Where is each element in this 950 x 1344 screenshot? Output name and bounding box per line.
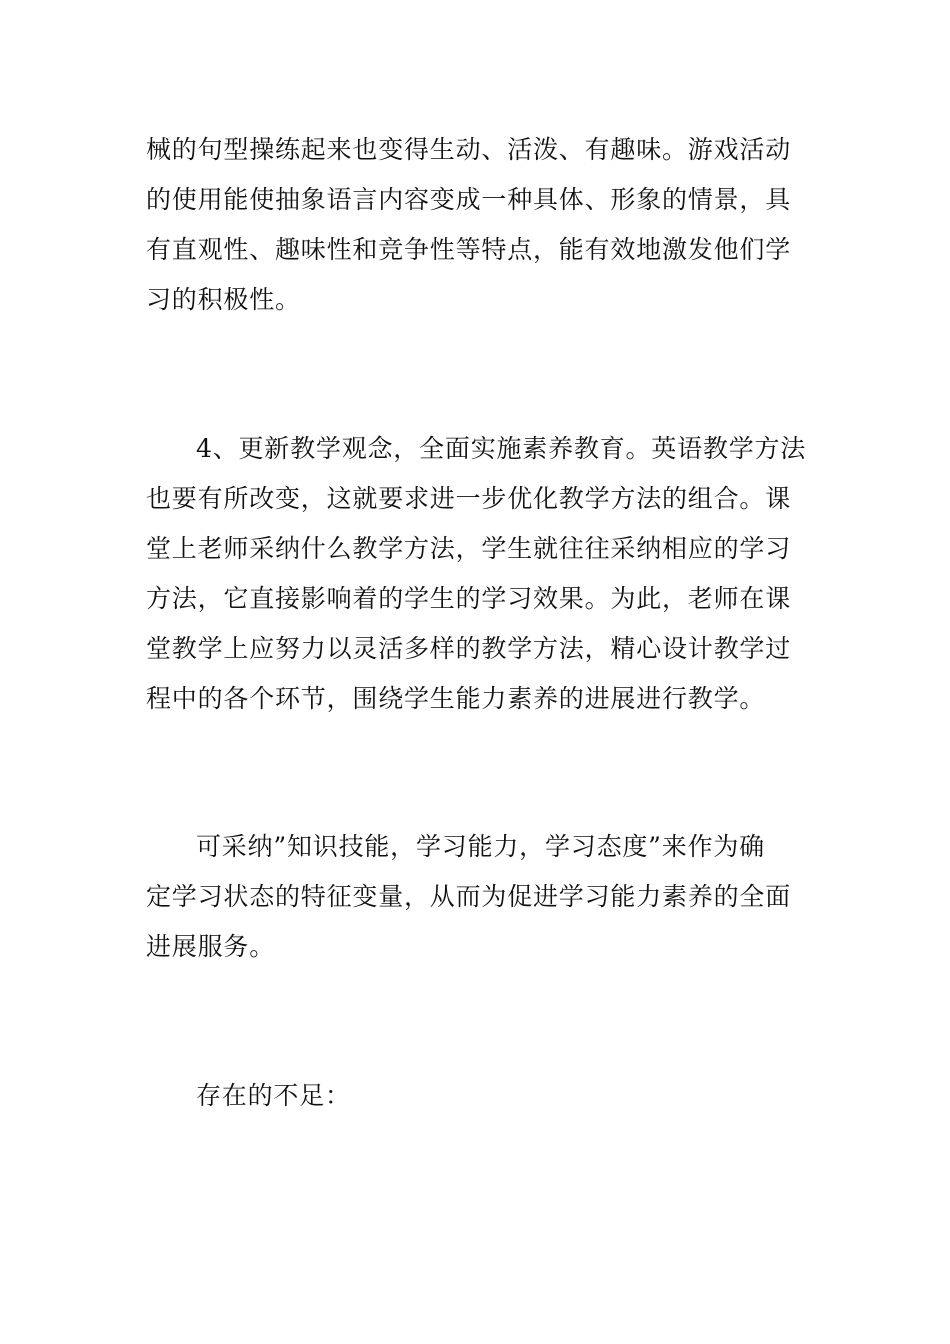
text-line: 堂上老师采纳什么教学方法，学生就往往采纳相应的学习 <box>146 534 792 563</box>
text-line: 的使用能使抽象语言内容变成一种具体、形象的情景，具 <box>146 185 792 214</box>
text-line: 有直观性、趣味性和竞争性等特点，能有效地激发他们学 <box>146 235 792 264</box>
text-line: 堂教学上应努力以灵活多样的教学方法，精心设计教学过 <box>146 634 792 663</box>
text-line: 可采纳”知识技能，学习能力，学习态度”来作为确 <box>196 832 765 861</box>
text-line: 进展服务。 <box>146 932 276 961</box>
text-line: 习的积极性。 <box>146 285 301 314</box>
text-line: 存在的不足： <box>196 1081 351 1110</box>
text-line: 程中的各个环节，围绕学生能力素养的进展进行教学。 <box>146 684 766 713</box>
text-line: 4、更新教学观念，全面实施素养教育。英语教学方法 <box>196 434 806 463</box>
text-line: 定学习状态的特征变量，从而为促进学习能力素养的全面 <box>146 882 792 911</box>
text-line: 也要有所改变，这就要求进一步优化教学方法的组合。课 <box>146 484 792 513</box>
text-line: 械的句型操练起来也变得生动、活泼、有趣味。游戏活动 <box>146 135 792 164</box>
text-line: 方法，它直接影响着的学生的学习效果。为此，老师在课 <box>146 584 792 613</box>
